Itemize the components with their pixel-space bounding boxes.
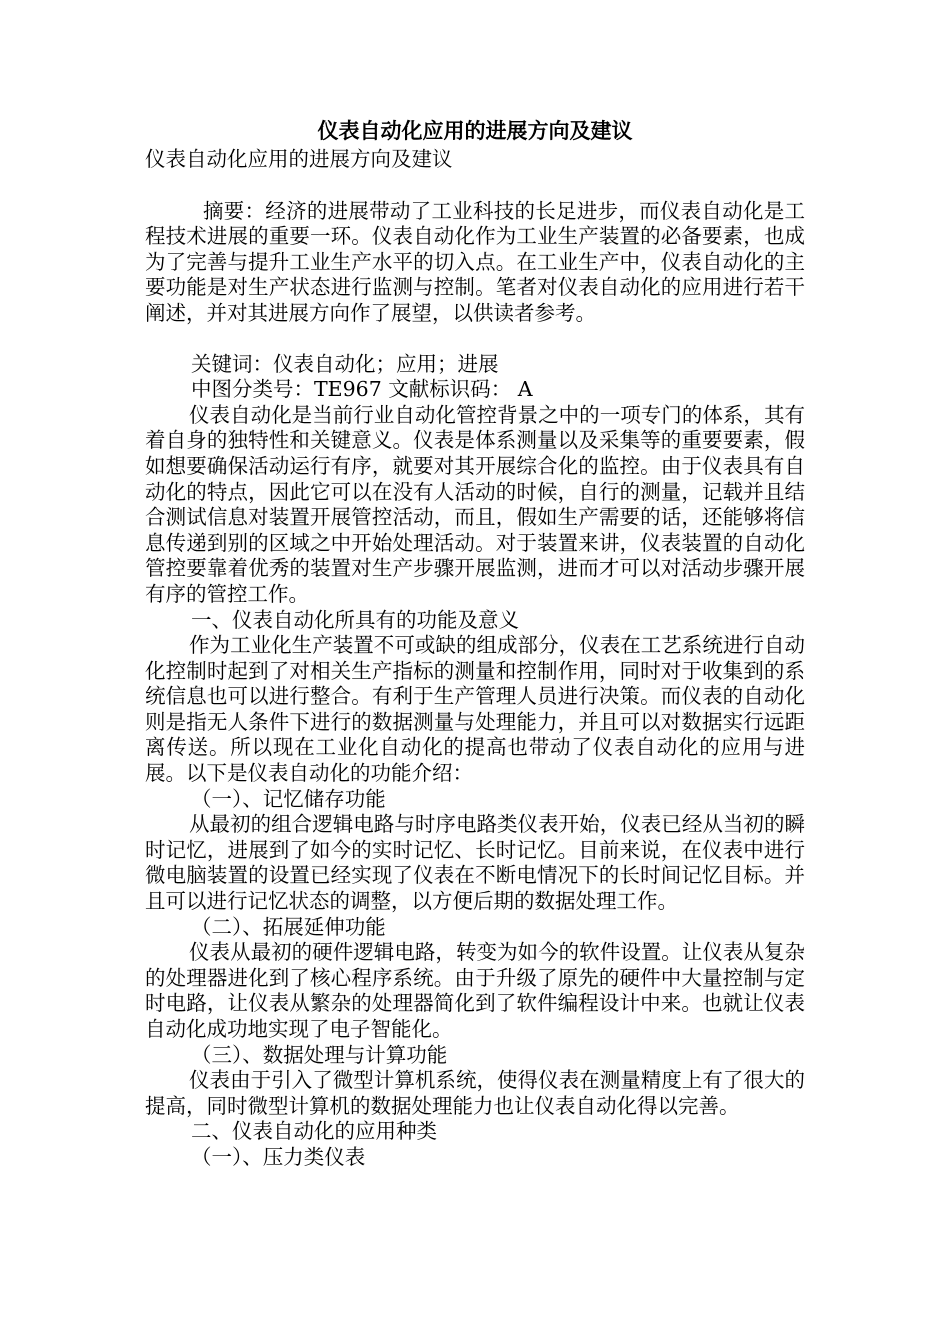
subsection-3-heading: （三）、数据处理与计算功能: [191, 1042, 448, 1067]
document-page: [145, 118, 805, 1171]
subsection-3-paragraph: 仪表由于引入了微型计算机系统，使得仪表在测量精度上有了很大的提高，同时微型计算机的数据处理能力也让仪表自动化得以完善。: [145, 1068, 805, 1118]
subsection-1-heading: （一）、记忆储存功能: [191, 786, 386, 811]
section-1-heading: 一、仪表自动化所具有的功能及意义: [191, 607, 519, 632]
section-2-heading: 二、仪表自动化的应用种类: [191, 1119, 437, 1144]
subsection-2-paragraph: 仪表从最初的硬件逻辑电路，转变为如今的软件设置。让仪表从复杂的处理器进化到了核心程序系统。由于升级了原先的硬件中大量控制与定时电路，让仪表从繁杂的处理器简化到了软件编程设计中来。也就让仪表自动化成功地实现了电子智能化。: [145, 940, 805, 1041]
subsection-1-paragraph: 从最初的组合逻辑电路与时序电路类仪表开始，仪表已经从当初的瞬时记忆，进展到了如今的实时记忆、长时记忆。目前来说，在仪表中进行微电脑装置的设置已经实现了仪表在不断电情况下的长时间记忆目标。并且可以进行记忆状态的调整，以方便后期的数据处理工作。: [145, 812, 805, 914]
subsection-2-heading: （二）、拓展延伸功能: [191, 914, 386, 939]
document-subtitle: 仪表自动化应用的进展方向及建议: [145, 147, 453, 171]
classification-line: 中图分类号：TE967 文献标识码： A: [191, 377, 533, 402]
document-title: 仪表自动化应用的进展方向及建议: [317, 119, 633, 143]
abstract-paragraph: 摘要：经济的进展带动了工业科技的长足进步，而仪表自动化是工程技术进展的重要一环。仪表自动化作为工业生产装置的必备要素，也成为了完善与提升工业生产水平的切入点。在工业生产中，仪表自动化的主要功能是对生产状态进行监测与控制。笔者对仪表自动化的应用进行若干阐述，并对其进展方向作了展望，以供读者参考。: [145, 198, 805, 325]
intro-paragraph: 仪表自动化是当前行业自动化管控背景之中的一项专门的体系，其有着自身的独特性和关键意义。仪表是体系测量以及采集等的重要要素，假如想要确保活动运行有序，就要对其开展综合化的监控。由于仪表具有自动化的特点，因此它可以在没有人活动的时候，自行的测量，记载并且结合测试信息对装置开展管控活动，而且，假如生产需要的话，还能够将信息传递到别的区域之中开始处理活动。对于装置来讲，仪表装置的自动化管控要靠着优秀的装置对生产步骤开展监测，进而才可以对活动步骤开展有序的管控工作。: [145, 402, 805, 606]
section-2-subsection-1-heading: （一）、压力类仪表: [191, 1144, 366, 1169]
section-1-paragraph: 作为工业化生产装置不可或缺的组成部分，仪表在工艺系统进行自动化控制时起到了对相关生产指标的测量和控制作用，同时对于收集到的系统信息也可以进行整合。有利于生产管理人员进行决策。而仪表的自动化则是指无人条件下进行的数据测量与处理能力，并且可以对数据实行远距离传送。所以现在工业化自动化的提高也带动了仪表自动化的应用与进展。以下是仪表自动化的功能介绍：: [145, 633, 805, 786]
keywords-line: 关键词：仪表自动化；应用；进展: [191, 351, 499, 376]
